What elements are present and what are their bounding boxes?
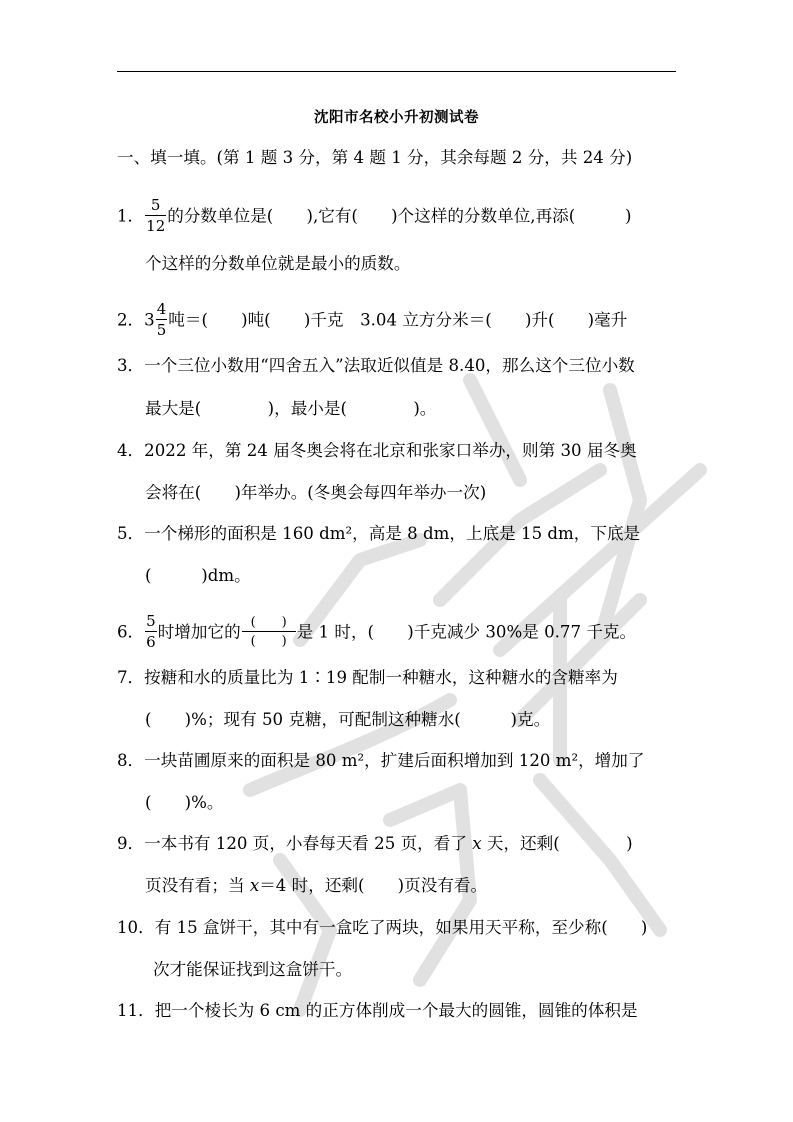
question-4-continued: 会将在( )年举办。(冬奥会每四年举办一次) [145,483,487,502]
question-text: 9．一本书有 120 页，小春每天看 25 页，看了 [117,834,473,853]
question-text: 吨＝( )吨( )千克 3.04 立方分米＝( )升( )毫升 [168,310,628,330]
question-3-continued: 最大是( )，最小是( )。 [145,399,437,418]
fraction-denominator: 6 [146,633,156,651]
question-10: 10．有 15 盒饼干，其中有一盒吃了两块，如果用天平称，至少称( ) [117,918,648,937]
question-text: 时增加它的 [157,622,241,642]
mixed-number-whole: 3 [144,310,155,330]
fraction-numerator: 5 [150,196,161,214]
question-5-continued: ( )dm。 [145,566,251,585]
question-text: 页没有看；当 [145,876,250,895]
question-text: 天，还剩( ) [481,834,633,853]
question-7: 7．按糖和水的质量比为 1∶19 配制一种糖水，这种糖水的含糖率为 [117,668,618,687]
fraction-denominator: 5 [156,321,167,339]
question-text: 的分数单位是( ),它有( )个这样的分数单位,再添( ) [167,206,632,226]
blank-denominator: ( ) [250,634,287,649]
fraction-numerator: 5 [146,612,156,630]
page-title: 沈阳市名校小升初测试卷 [314,110,479,126]
variable: x [472,834,482,853]
question-number: 6． [117,622,145,642]
question-4: 4．2022 年，第 24 届冬奥会将在北京和张家口举办，则第 30 届冬奥 [117,441,637,460]
question-text: 是 1 时，( )千克减少 30%是 0.77 千克。 [296,622,637,642]
question-6 [117,612,637,651]
question-number: 1． [117,206,145,226]
question-7-continued: ( )%；现有 50 克糖，可配制这种糖水( )克。 [145,710,551,729]
fraction-denominator: 12 [146,217,166,235]
fraction [156,302,168,338]
question-3: 3．一个三位小数用“四舍五入”法取近似值是 8.40，那么这个三位小数 [117,356,635,375]
blank-fraction [242,616,296,648]
question-1 [117,196,632,235]
top-rule [117,71,676,72]
question-5: 5．一个梯形的面积是 160 dm²，高是 8 dm，上底是 15 dm，下底是 [117,524,641,543]
question-10-continued: 次才能保证找到这盒饼干。 [153,960,353,979]
question-number: 2． [117,310,145,330]
variable: x [249,876,260,895]
question-1-continued: 个这样的分数单位就是最小的质数。 [145,254,411,273]
question-11: 11．把一个棱长为 6 cm 的正方体削成一个最大的圆锥，圆锥的体积是 [117,1001,638,1020]
section-heading: 一、填一填。(第 1 题 3 分，第 4 题 1 分，其余每题 2 分，共 24 分) [117,148,633,167]
fraction [145,198,166,234]
blank-numerator: ( ) [250,615,287,630]
fraction-numerator: 4 [156,300,167,318]
question-9-continued [145,875,487,897]
question-text: ＝4 时，还剩( )页没有看。 [259,876,488,895]
fraction [145,614,157,650]
question-9 [117,833,633,855]
question-8: 8．一块苗圃原来的面积是 80 m²，扩建后面积增加到 120 m²，增加了 [117,751,645,770]
question-2 [117,300,628,339]
question-8-continued: ( )%。 [145,793,224,812]
